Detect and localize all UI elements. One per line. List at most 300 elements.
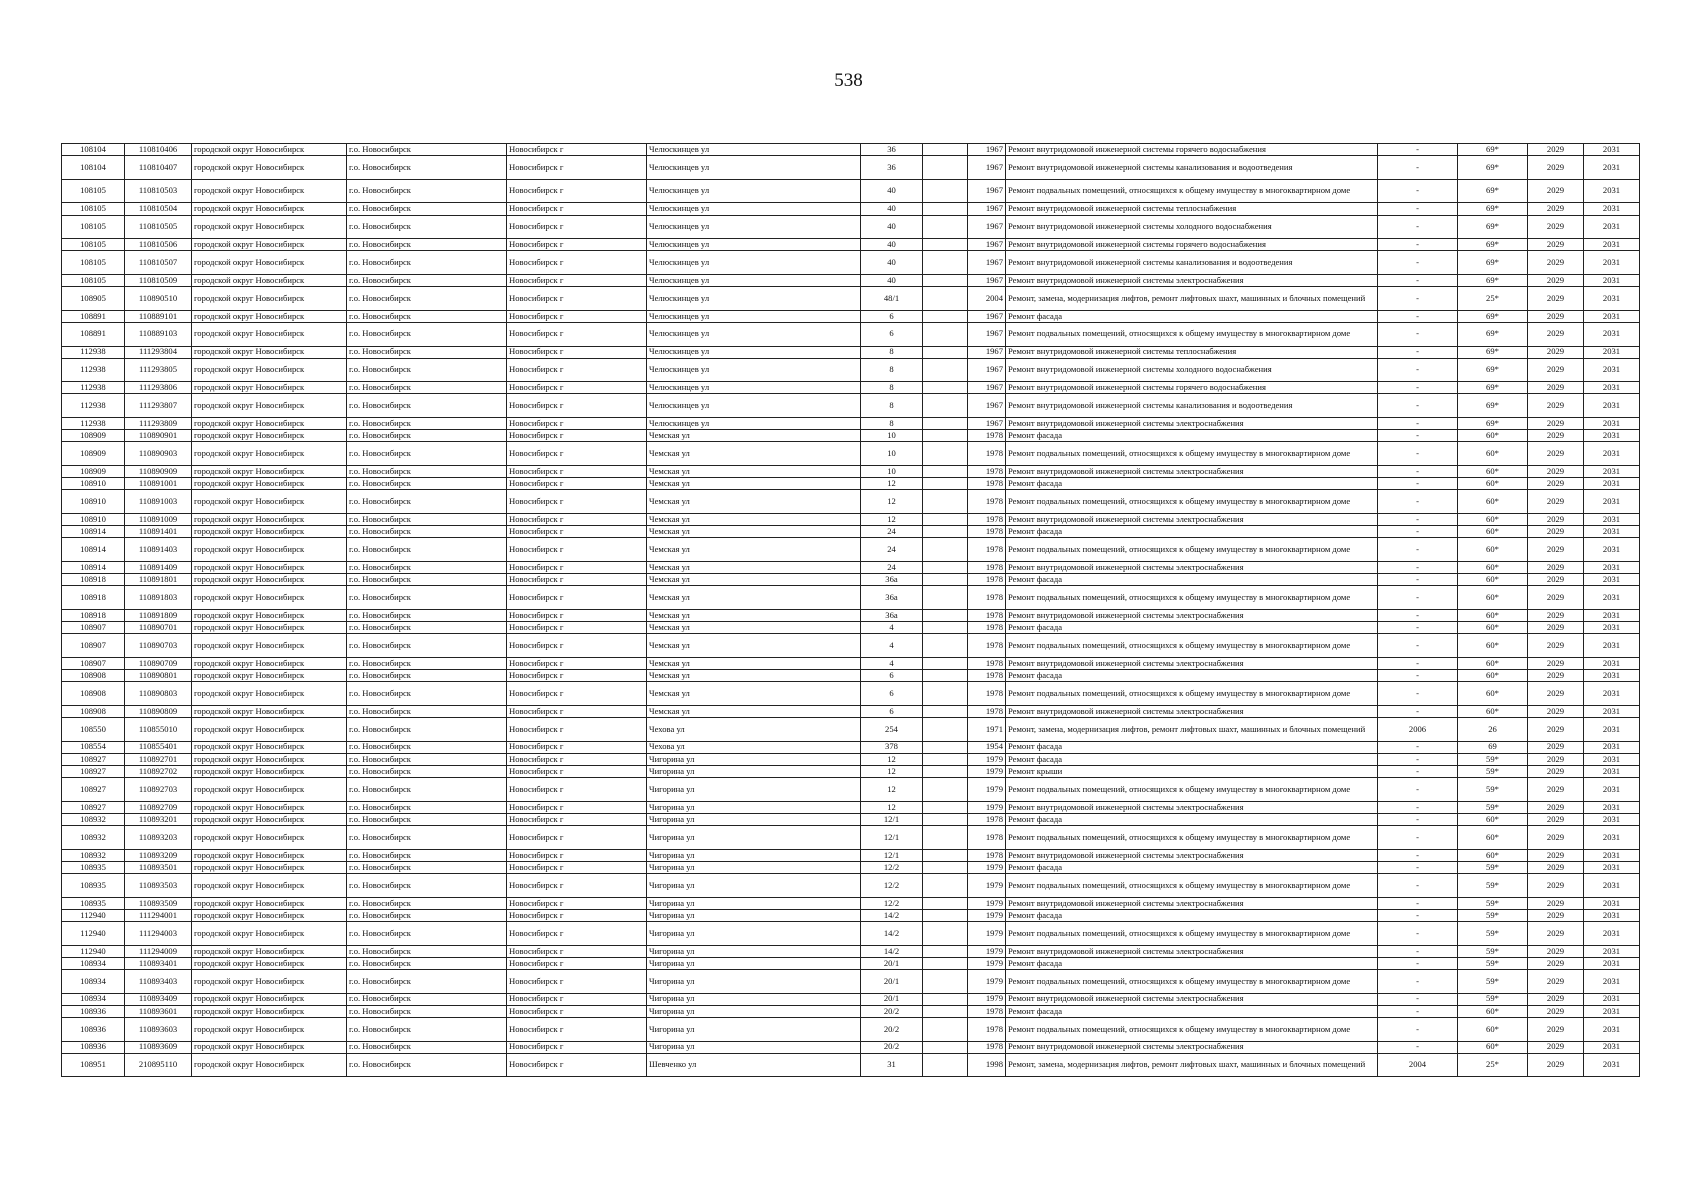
work-type-cell: Ремонт подвальных помещений, относящихся к общему имуществу в многоквартирном доме xyxy=(1006,1018,1378,1042)
street-cell: Чигорина ул xyxy=(647,970,861,994)
city-cell: Новосибирск г xyxy=(507,609,647,621)
building-cell xyxy=(923,634,968,658)
start-year-cell: 2029 xyxy=(1528,274,1584,286)
end-year-cell: 2031 xyxy=(1584,394,1640,418)
settlement-cell: г.о. Новосибирск xyxy=(347,718,507,742)
build-year-cell: 1967 xyxy=(968,144,1006,156)
table-row xyxy=(62,909,1640,921)
wear-cell: 60* xyxy=(1458,849,1528,861)
build-year-cell: 1954 xyxy=(968,741,1006,753)
record-id-cell: 108105 xyxy=(62,274,125,286)
start-year-cell: 2029 xyxy=(1528,609,1584,621)
street-cell: Челюскинцев ул xyxy=(647,239,861,251)
end-year-cell: 2031 xyxy=(1584,682,1640,706)
district-cell: городской округ Новосибирск xyxy=(192,322,347,346)
city-cell: Новосибирск г xyxy=(507,1041,647,1053)
work-type-cell: Ремонт подвальных помещений, относящихся к общему имуществу в многоквартирном доме xyxy=(1006,442,1378,466)
building-cell xyxy=(923,358,968,382)
district-cell: городской округ Новосибирск xyxy=(192,705,347,717)
work-type-cell: Ремонт внутридомовой инженерной системы электроснабжения xyxy=(1006,274,1378,286)
settlement-cell: г.о. Новосибирск xyxy=(347,957,507,969)
build-year-cell: 1978 xyxy=(968,442,1006,466)
building-cell xyxy=(923,346,968,358)
end-year-cell: 2031 xyxy=(1584,490,1640,514)
lift-year-cell: - xyxy=(1378,514,1458,526)
lift-year-cell: - xyxy=(1378,418,1458,430)
record-id-cell: 112938 xyxy=(62,418,125,430)
lift-year-cell: - xyxy=(1378,287,1458,311)
work-code-cell: 110890809 xyxy=(125,705,192,717)
district-cell: городской округ Новосибирск xyxy=(192,753,347,765)
city-cell: Новосибирск г xyxy=(507,394,647,418)
settlement-cell: г.о. Новосибирск xyxy=(347,670,507,682)
wear-cell: 60* xyxy=(1458,609,1528,621)
work-code-cell: 110893401 xyxy=(125,957,192,969)
work-type-cell: Ремонт фасада xyxy=(1006,670,1378,682)
work-type-cell: Ремонт подвальных помещений, относящихся к общему имуществу в многоквартирном доме xyxy=(1006,322,1378,346)
work-type-cell: Ремонт внутридомовой инженерной системы канализования и водоотведения xyxy=(1006,156,1378,180)
work-code-cell: 110893509 xyxy=(125,897,192,909)
lift-year-cell: - xyxy=(1378,358,1458,382)
record-id-cell: 108907 xyxy=(62,634,125,658)
city-cell: Новосибирск г xyxy=(507,466,647,478)
settlement-cell: г.о. Новосибирск xyxy=(347,622,507,634)
district-cell: городской округ Новосибирск xyxy=(192,561,347,573)
house-cell: 14/2 xyxy=(861,945,923,957)
end-year-cell: 2031 xyxy=(1584,670,1640,682)
start-year-cell: 2029 xyxy=(1528,215,1584,239)
record-id-cell: 108554 xyxy=(62,741,125,753)
street-cell: Челюскинцев ул xyxy=(647,322,861,346)
building-cell xyxy=(923,909,968,921)
street-cell: Челюскинцев ул xyxy=(647,203,861,215)
start-year-cell: 2029 xyxy=(1528,251,1584,275)
building-cell xyxy=(923,922,968,946)
start-year-cell: 2029 xyxy=(1528,1041,1584,1053)
settlement-cell: г.о. Новосибирск xyxy=(347,561,507,573)
work-type-cell: Ремонт подвальных помещений, относящихся к общему имуществу в многоквартирном доме xyxy=(1006,922,1378,946)
building-cell xyxy=(923,466,968,478)
end-year-cell: 2031 xyxy=(1584,287,1640,311)
wear-cell: 59* xyxy=(1458,909,1528,921)
work-code-cell: 111293807 xyxy=(125,394,192,418)
city-cell: Новосибирск г xyxy=(507,215,647,239)
work-code-cell: 110855010 xyxy=(125,718,192,742)
wear-cell: 59* xyxy=(1458,766,1528,778)
district-cell: городской округ Новосибирск xyxy=(192,622,347,634)
settlement-cell: г.о. Новосибирск xyxy=(347,179,507,203)
start-year-cell: 2029 xyxy=(1528,526,1584,538)
build-year-cell: 1978 xyxy=(968,538,1006,562)
work-type-cell: Ремонт внутридомовой инженерной системы теплоснабжения xyxy=(1006,203,1378,215)
build-year-cell: 1978 xyxy=(968,1005,1006,1017)
end-year-cell: 2031 xyxy=(1584,1041,1640,1053)
end-year-cell: 2031 xyxy=(1584,814,1640,826)
building-cell xyxy=(923,514,968,526)
house-cell: 40 xyxy=(861,251,923,275)
city-cell: Новосибирск г xyxy=(507,1018,647,1042)
street-cell: Чемская ул xyxy=(647,538,861,562)
wear-cell: 59* xyxy=(1458,861,1528,873)
wear-cell: 60* xyxy=(1458,1005,1528,1017)
build-year-cell: 1979 xyxy=(968,778,1006,802)
house-cell: 40 xyxy=(861,274,923,286)
settlement-cell: г.о. Новосибирск xyxy=(347,1041,507,1053)
settlement-cell: г.о. Новосибирск xyxy=(347,490,507,514)
street-cell: Челюскинцев ул xyxy=(647,418,861,430)
district-cell: городской округ Новосибирск xyxy=(192,801,347,813)
table-row xyxy=(62,1005,1640,1017)
house-cell: 8 xyxy=(861,382,923,394)
record-id-cell: 108105 xyxy=(62,251,125,275)
start-year-cell: 2029 xyxy=(1528,561,1584,573)
district-cell: городской округ Новосибирск xyxy=(192,526,347,538)
end-year-cell: 2031 xyxy=(1584,322,1640,346)
building-cell xyxy=(923,874,968,898)
work-code-cell: 110891009 xyxy=(125,514,192,526)
table-row xyxy=(62,382,1640,394)
city-cell: Новосибирск г xyxy=(507,814,647,826)
record-id-cell: 108936 xyxy=(62,1041,125,1053)
street-cell: Чигорина ул xyxy=(647,1041,861,1053)
record-id-cell: 108908 xyxy=(62,670,125,682)
work-type-cell: Ремонт, замена, модернизация лифтов, ремонт лифтовых шахт, машинных и блочных помещений xyxy=(1006,718,1378,742)
lift-year-cell: - xyxy=(1378,634,1458,658)
street-cell: Чигорина ул xyxy=(647,909,861,921)
start-year-cell: 2029 xyxy=(1528,922,1584,946)
city-cell: Новосибирск г xyxy=(507,538,647,562)
work-code-cell: 111294001 xyxy=(125,909,192,921)
work-type-cell: Ремонт подвальных помещений, относящихся к общему имуществу в многоквартирном доме xyxy=(1006,682,1378,706)
district-cell: городской округ Новосибирск xyxy=(192,874,347,898)
record-id-cell: 108891 xyxy=(62,310,125,322)
build-year-cell: 1967 xyxy=(968,322,1006,346)
building-cell xyxy=(923,849,968,861)
settlement-cell: г.о. Новосибирск xyxy=(347,922,507,946)
district-cell: городской округ Новосибирск xyxy=(192,490,347,514)
start-year-cell: 2029 xyxy=(1528,586,1584,610)
wear-cell: 69* xyxy=(1458,310,1528,322)
building-cell xyxy=(923,993,968,1005)
building-cell xyxy=(923,239,968,251)
work-code-cell: 110892709 xyxy=(125,801,192,813)
street-cell: Чигорина ул xyxy=(647,957,861,969)
lift-year-cell: - xyxy=(1378,215,1458,239)
work-code-cell: 110810407 xyxy=(125,156,192,180)
end-year-cell: 2031 xyxy=(1584,442,1640,466)
building-cell xyxy=(923,778,968,802)
lift-year-cell: - xyxy=(1378,753,1458,765)
build-year-cell: 1978 xyxy=(968,622,1006,634)
record-id-cell: 108927 xyxy=(62,801,125,813)
work-code-cell: 110893201 xyxy=(125,814,192,826)
street-cell: Чемская ул xyxy=(647,705,861,717)
building-cell xyxy=(923,945,968,957)
work-code-cell: 110891809 xyxy=(125,609,192,621)
district-cell: городской округ Новосибирск xyxy=(192,538,347,562)
building-cell xyxy=(923,442,968,466)
table-row xyxy=(62,358,1640,382)
start-year-cell: 2029 xyxy=(1528,310,1584,322)
district-cell: городской округ Новосибирск xyxy=(192,1041,347,1053)
street-cell: Чигорина ул xyxy=(647,945,861,957)
city-cell: Новосибирск г xyxy=(507,586,647,610)
end-year-cell: 2031 xyxy=(1584,274,1640,286)
district-cell: городской округ Новосибирск xyxy=(192,466,347,478)
wear-cell: 59* xyxy=(1458,801,1528,813)
build-year-cell: 1967 xyxy=(968,179,1006,203)
build-year-cell: 1978 xyxy=(968,609,1006,621)
building-cell xyxy=(923,430,968,442)
district-cell: городской округ Новосибирск xyxy=(192,586,347,610)
table-row xyxy=(62,753,1640,765)
record-id-cell: 108932 xyxy=(62,814,125,826)
district-cell: городской округ Новосибирск xyxy=(192,394,347,418)
wear-cell: 60* xyxy=(1458,442,1528,466)
city-cell: Новосибирск г xyxy=(507,274,647,286)
start-year-cell: 2029 xyxy=(1528,682,1584,706)
work-type-cell: Ремонт внутридомовой инженерной системы электроснабжения xyxy=(1006,1041,1378,1053)
house-cell: 12/1 xyxy=(861,849,923,861)
record-id-cell: 108104 xyxy=(62,156,125,180)
start-year-cell: 2029 xyxy=(1528,909,1584,921)
table-row xyxy=(62,490,1640,514)
house-cell: 12 xyxy=(861,490,923,514)
build-year-cell: 1979 xyxy=(968,922,1006,946)
work-code-cell: 110893209 xyxy=(125,849,192,861)
wear-cell: 60* xyxy=(1458,574,1528,586)
lift-year-cell: - xyxy=(1378,970,1458,994)
build-year-cell: 1978 xyxy=(968,478,1006,490)
house-cell: 8 xyxy=(861,418,923,430)
house-cell: 40 xyxy=(861,215,923,239)
house-cell: 24 xyxy=(861,526,923,538)
build-year-cell: 1979 xyxy=(968,945,1006,957)
end-year-cell: 2031 xyxy=(1584,753,1640,765)
settlement-cell: г.о. Новосибирск xyxy=(347,778,507,802)
building-cell xyxy=(923,310,968,322)
work-code-cell: 110810406 xyxy=(125,144,192,156)
building-cell xyxy=(923,682,968,706)
work-code-cell: 110891801 xyxy=(125,574,192,586)
end-year-cell: 2031 xyxy=(1584,718,1640,742)
city-cell: Новосибирск г xyxy=(507,634,647,658)
table-row xyxy=(62,586,1640,610)
district-cell: городской округ Новосибирск xyxy=(192,156,347,180)
building-cell xyxy=(923,156,968,180)
work-type-cell: Ремонт подвальных помещений, относящихся к общему имуществу в многоквартирном доме xyxy=(1006,970,1378,994)
start-year-cell: 2029 xyxy=(1528,144,1584,156)
work-type-cell: Ремонт внутридомовой инженерной системы электроснабжения xyxy=(1006,897,1378,909)
end-year-cell: 2031 xyxy=(1584,574,1640,586)
district-cell: городской округ Новосибирск xyxy=(192,430,347,442)
table-row xyxy=(62,526,1640,538)
table-row xyxy=(62,826,1640,850)
wear-cell: 60* xyxy=(1458,490,1528,514)
start-year-cell: 2029 xyxy=(1528,1005,1584,1017)
house-cell: 12/2 xyxy=(861,861,923,873)
table-row xyxy=(62,634,1640,658)
street-cell: Чемская ул xyxy=(647,622,861,634)
district-cell: городской округ Новосибирск xyxy=(192,239,347,251)
start-year-cell: 2029 xyxy=(1528,322,1584,346)
end-year-cell: 2031 xyxy=(1584,874,1640,898)
wear-cell: 60* xyxy=(1458,814,1528,826)
start-year-cell: 2029 xyxy=(1528,430,1584,442)
house-cell: 8 xyxy=(861,358,923,382)
end-year-cell: 2031 xyxy=(1584,239,1640,251)
building-cell xyxy=(923,1041,968,1053)
street-cell: Чигорина ул xyxy=(647,993,861,1005)
start-year-cell: 2029 xyxy=(1528,358,1584,382)
settlement-cell: г.о. Новосибирск xyxy=(347,849,507,861)
start-year-cell: 2029 xyxy=(1528,478,1584,490)
district-cell: городской округ Новосибирск xyxy=(192,634,347,658)
start-year-cell: 2029 xyxy=(1528,538,1584,562)
street-cell: Челюскинцев ул xyxy=(647,394,861,418)
house-cell: 10 xyxy=(861,430,923,442)
work-type-cell: Ремонт фасада xyxy=(1006,1005,1378,1017)
lift-year-cell: - xyxy=(1378,922,1458,946)
record-id-cell: 112938 xyxy=(62,358,125,382)
district-cell: городской округ Новосибирск xyxy=(192,203,347,215)
street-cell: Чемская ул xyxy=(647,670,861,682)
wear-cell: 69* xyxy=(1458,215,1528,239)
wear-cell: 69 xyxy=(1458,741,1528,753)
start-year-cell: 2029 xyxy=(1528,874,1584,898)
work-type-cell: Ремонт внутридомовой инженерной системы электроснабжения xyxy=(1006,945,1378,957)
table-row xyxy=(62,945,1640,957)
street-cell: Шевченко ул xyxy=(647,1053,861,1077)
settlement-cell: г.о. Новосибирск xyxy=(347,274,507,286)
house-cell: 20/1 xyxy=(861,993,923,1005)
record-id-cell: 112938 xyxy=(62,382,125,394)
build-year-cell: 1967 xyxy=(968,215,1006,239)
record-id-cell: 108909 xyxy=(62,430,125,442)
wear-cell: 69* xyxy=(1458,358,1528,382)
district-cell: городской округ Новосибирск xyxy=(192,1053,347,1077)
start-year-cell: 2029 xyxy=(1528,382,1584,394)
build-year-cell: 1978 xyxy=(968,634,1006,658)
table-row xyxy=(62,622,1640,634)
city-cell: Новосибирск г xyxy=(507,526,647,538)
settlement-cell: г.о. Новосибирск xyxy=(347,346,507,358)
work-type-cell: Ремонт подвальных помещений, относящихся к общему имуществу в многоквартирном доме xyxy=(1006,490,1378,514)
table-row xyxy=(62,203,1640,215)
lift-year-cell: - xyxy=(1378,826,1458,850)
record-id-cell: 108905 xyxy=(62,287,125,311)
settlement-cell: г.о. Новосибирск xyxy=(347,251,507,275)
settlement-cell: г.о. Новосибирск xyxy=(347,766,507,778)
wear-cell: 60* xyxy=(1458,430,1528,442)
start-year-cell: 2029 xyxy=(1528,1053,1584,1077)
record-id-cell: 108550 xyxy=(62,718,125,742)
table-row xyxy=(62,156,1640,180)
build-year-cell: 1978 xyxy=(968,430,1006,442)
start-year-cell: 2029 xyxy=(1528,826,1584,850)
district-cell: городской округ Новосибирск xyxy=(192,215,347,239)
work-code-cell: 110810503 xyxy=(125,179,192,203)
end-year-cell: 2031 xyxy=(1584,1018,1640,1042)
street-cell: Чигорина ул xyxy=(647,826,861,850)
district-cell: городской округ Новосибирск xyxy=(192,741,347,753)
end-year-cell: 2031 xyxy=(1584,358,1640,382)
lift-year-cell: - xyxy=(1378,682,1458,706)
table-row xyxy=(62,718,1640,742)
work-code-cell: 110890901 xyxy=(125,430,192,442)
wear-cell: 59* xyxy=(1458,957,1528,969)
street-cell: Челюскинцев ул xyxy=(647,310,861,322)
end-year-cell: 2031 xyxy=(1584,382,1640,394)
city-cell: Новосибирск г xyxy=(507,778,647,802)
city-cell: Новосибирск г xyxy=(507,430,647,442)
lift-year-cell: - xyxy=(1378,526,1458,538)
settlement-cell: г.о. Новосибирск xyxy=(347,358,507,382)
record-id-cell: 112938 xyxy=(62,394,125,418)
district-cell: городской округ Новосибирск xyxy=(192,778,347,802)
street-cell: Чемская ул xyxy=(647,490,861,514)
house-cell: 4 xyxy=(861,634,923,658)
record-id-cell: 108932 xyxy=(62,849,125,861)
city-cell: Новосибирск г xyxy=(507,418,647,430)
start-year-cell: 2029 xyxy=(1528,179,1584,203)
build-year-cell: 2004 xyxy=(968,287,1006,311)
city-cell: Новосибирск г xyxy=(507,442,647,466)
settlement-cell: г.о. Новосибирск xyxy=(347,239,507,251)
wear-cell: 59* xyxy=(1458,897,1528,909)
end-year-cell: 2031 xyxy=(1584,609,1640,621)
building-cell xyxy=(923,670,968,682)
table-row xyxy=(62,466,1640,478)
city-cell: Новосибирск г xyxy=(507,322,647,346)
wear-cell: 60* xyxy=(1458,657,1528,669)
end-year-cell: 2031 xyxy=(1584,514,1640,526)
build-year-cell: 1998 xyxy=(968,1053,1006,1077)
wear-cell: 69* xyxy=(1458,322,1528,346)
street-cell: Чемская ул xyxy=(647,586,861,610)
start-year-cell: 2029 xyxy=(1528,993,1584,1005)
district-cell: городской округ Новосибирск xyxy=(192,418,347,430)
district-cell: городской округ Новосибирск xyxy=(192,310,347,322)
end-year-cell: 2031 xyxy=(1584,466,1640,478)
work-code-cell: 110889101 xyxy=(125,310,192,322)
settlement-cell: г.о. Новосибирск xyxy=(347,287,507,311)
settlement-cell: г.о. Новосибирск xyxy=(347,156,507,180)
settlement-cell: г.о. Новосибирск xyxy=(347,1005,507,1017)
record-id-cell: 108909 xyxy=(62,442,125,466)
build-year-cell: 1979 xyxy=(968,897,1006,909)
work-code-cell: 110892703 xyxy=(125,778,192,802)
build-year-cell: 1967 xyxy=(968,346,1006,358)
work-type-cell: Ремонт фасада xyxy=(1006,430,1378,442)
build-year-cell: 1967 xyxy=(968,203,1006,215)
wear-cell: 60* xyxy=(1458,1018,1528,1042)
building-cell xyxy=(923,322,968,346)
work-type-cell: Ремонт подвальных помещений, относящихся к общему имуществу в многоквартирном доме xyxy=(1006,778,1378,802)
work-type-cell: Ремонт внутридомовой инженерной системы электроснабжения xyxy=(1006,514,1378,526)
city-cell: Новосибирск г xyxy=(507,179,647,203)
city-cell: Новосибирск г xyxy=(507,670,647,682)
wear-cell: 59* xyxy=(1458,753,1528,765)
end-year-cell: 2031 xyxy=(1584,622,1640,634)
house-cell: 12/2 xyxy=(861,874,923,898)
district-cell: городской округ Новосибирск xyxy=(192,1005,347,1017)
house-cell: 4 xyxy=(861,657,923,669)
wear-cell: 69* xyxy=(1458,382,1528,394)
settlement-cell: г.о. Новосибирск xyxy=(347,382,507,394)
building-cell xyxy=(923,657,968,669)
wear-cell: 60* xyxy=(1458,586,1528,610)
